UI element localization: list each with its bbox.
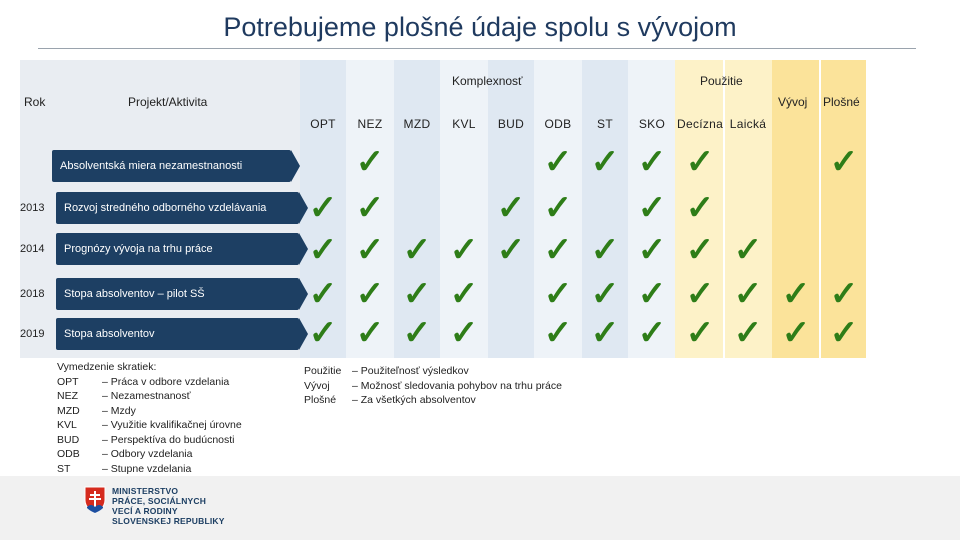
legend-row <box>304 393 562 408</box>
legend-usage <box>304 364 562 408</box>
legend-row <box>57 418 242 433</box>
check-mark-icon: ✓ <box>733 231 763 269</box>
legend-abbreviations <box>57 360 242 476</box>
legend-abbr: NEZ <box>57 390 78 402</box>
check-mark-icon: ✓ <box>685 143 715 181</box>
legend-abbr: OPT <box>57 375 79 388</box>
check-mark-icon: ✓ <box>355 231 385 269</box>
check-mark-icon: ✓ <box>829 275 859 313</box>
check-mark-icon: ✓ <box>355 275 385 313</box>
check-mark-icon: ✓ <box>308 314 338 352</box>
header-plosne: Plošné <box>823 95 860 109</box>
legend-desc: – Mzdy <box>102 404 136 417</box>
project-label: Prognózy vývoja na trhu práce <box>64 243 213 255</box>
check-mark-icon: ✓ <box>590 275 620 313</box>
legend-desc: – Odbory vzdelania <box>102 448 193 460</box>
check-mark-icon: ✓ <box>449 231 479 269</box>
check-mark-icon: ✓ <box>543 143 573 181</box>
check-mark-icon: ✓ <box>543 231 573 269</box>
check-mark-icon: ✓ <box>685 189 715 227</box>
project-pill <box>56 233 299 265</box>
legend-desc: – Práca v odbore vzdelania <box>102 375 230 388</box>
project-pill <box>56 318 299 350</box>
project-pill <box>56 192 299 224</box>
check-mark-icon: ✓ <box>449 314 479 352</box>
check-mark-icon: ✓ <box>781 275 811 313</box>
column-header-odb: ODB <box>544 117 572 131</box>
check-mark-icon: ✓ <box>637 314 667 352</box>
column-header-bud: BUD <box>497 117 525 131</box>
header-komplexnost: Komplexnosť <box>452 74 523 88</box>
legend-desc: – Perspektíva do budúcnosti <box>102 433 235 446</box>
check-mark-icon: ✓ <box>637 143 667 181</box>
legend-abbr: ST <box>57 462 71 475</box>
check-mark-icon: ✓ <box>543 275 573 313</box>
check-mark-icon: ✓ <box>496 231 526 269</box>
legend-abbr: Použitie <box>304 365 342 377</box>
column-divider <box>723 60 725 358</box>
legend-row <box>57 404 242 419</box>
check-mark-icon: ✓ <box>355 189 385 227</box>
check-mark-icon: ✓ <box>685 275 715 313</box>
legend-row <box>57 462 242 477</box>
project-label: Stopa absolventov <box>64 328 155 340</box>
check-mark-icon: ✓ <box>590 314 620 352</box>
column-header-nez: NEZ <box>357 117 383 131</box>
legend-desc: – Možnosť sledovania pohybov na trhu práce <box>352 379 562 392</box>
legend-desc: – Nezamestnanosť <box>102 390 191 402</box>
check-mark-icon: ✓ <box>637 231 667 269</box>
row-year: 2014 <box>20 243 45 255</box>
title-divider <box>38 48 916 49</box>
check-mark-icon: ✓ <box>496 189 526 227</box>
row-year: 2018 <box>20 288 45 300</box>
column-header-opt: OPT <box>310 117 336 131</box>
column-header-kvl: KVL <box>452 117 476 131</box>
legend-left-table <box>57 375 242 477</box>
check-mark-icon: ✓ <box>685 231 715 269</box>
check-mark-icon: ✓ <box>402 231 432 269</box>
legend-abbr: Plošné <box>304 394 337 406</box>
header-projekt: Projekt/Aktivita <box>128 95 208 109</box>
project-pill <box>52 150 291 182</box>
header-vyvoj: Vývoj <box>778 95 808 109</box>
ministry-name-line: SLOVENSKEJ REPUBLIKY <box>112 516 225 526</box>
legend-desc: – Využitie kvalifikačnej úrovne <box>102 419 242 431</box>
check-mark-icon: ✓ <box>829 143 859 181</box>
ministry-name-line: VECÍ A RODINY <box>112 506 178 516</box>
header-rok: Rok <box>24 95 46 109</box>
legend-abbr: Vývoj <box>304 379 330 392</box>
check-mark-icon: ✓ <box>781 314 811 352</box>
check-mark-icon: ✓ <box>637 275 667 313</box>
legend-row <box>304 379 562 394</box>
check-mark-icon: ✓ <box>308 231 338 269</box>
project-label: Stopa absolventov – pilot SŠ <box>64 288 205 300</box>
check-mark-icon: ✓ <box>308 275 338 313</box>
ministry-name-line: MINISTERSTVO <box>112 486 179 496</box>
legend-desc: – Za všetkých absolventov <box>352 394 476 406</box>
legend-desc: – Použiteľnosť výsledkov <box>352 365 469 377</box>
check-mark-icon: ✓ <box>402 275 432 313</box>
check-mark-icon: ✓ <box>402 314 432 352</box>
check-mark-icon: ✓ <box>685 314 715 352</box>
check-mark-icon: ✓ <box>355 143 385 181</box>
column-header-sko: SKO <box>638 117 666 131</box>
column-divider <box>819 60 821 358</box>
check-mark-icon: ✓ <box>543 314 573 352</box>
legend-abbr: ODB <box>57 448 80 460</box>
check-mark-icon: ✓ <box>637 189 667 227</box>
legend-desc: – Stupne vzdelania <box>102 462 192 475</box>
column-header-decizna: Decízna <box>677 117 724 131</box>
ministry-name <box>112 486 225 526</box>
check-mark-icon: ✓ <box>733 314 763 352</box>
project-label: Rozvoj stredného odborného vzdelávania <box>64 202 267 214</box>
check-mark-icon: ✓ <box>829 314 859 352</box>
check-mark-icon: ✓ <box>733 275 763 313</box>
legend-row <box>57 375 242 390</box>
column-header-laicka: Laická <box>729 117 767 131</box>
project-label: Absolventská miera nezamestnanosti <box>60 160 243 172</box>
check-mark-icon: ✓ <box>590 231 620 269</box>
column-header-st: ST <box>597 117 613 131</box>
ministry-name-line: PRÁCE, SOCIÁLNYCH <box>112 496 207 506</box>
legend-row <box>304 364 562 379</box>
legend-right-table <box>304 364 562 408</box>
check-mark-icon: ✓ <box>543 189 573 227</box>
page-title: Potrebujeme plošné údaje spolu s vývojom <box>223 12 737 42</box>
legend-row <box>57 389 242 404</box>
project-pill <box>56 278 299 310</box>
legend-title: Vymedzenie skratiek: <box>57 361 157 373</box>
row-year: 2013 <box>20 202 45 214</box>
legend-row <box>57 433 242 448</box>
row-year: 2019 <box>20 328 45 340</box>
check-mark-icon: ✓ <box>308 189 338 227</box>
legend-abbr: BUD <box>57 433 80 446</box>
check-mark-icon: ✓ <box>449 275 479 313</box>
check-mark-icon: ✓ <box>590 143 620 181</box>
column-header-mzd: MZD <box>403 117 431 131</box>
legend-abbr: MZD <box>57 404 80 417</box>
legend-abbr: KVL <box>57 419 77 431</box>
coat-of-arms-icon <box>84 486 106 514</box>
legend-row <box>57 447 242 462</box>
header-pouzitie: Použitie <box>700 74 743 88</box>
ministry-logo <box>84 486 225 526</box>
check-mark-icon: ✓ <box>355 314 385 352</box>
